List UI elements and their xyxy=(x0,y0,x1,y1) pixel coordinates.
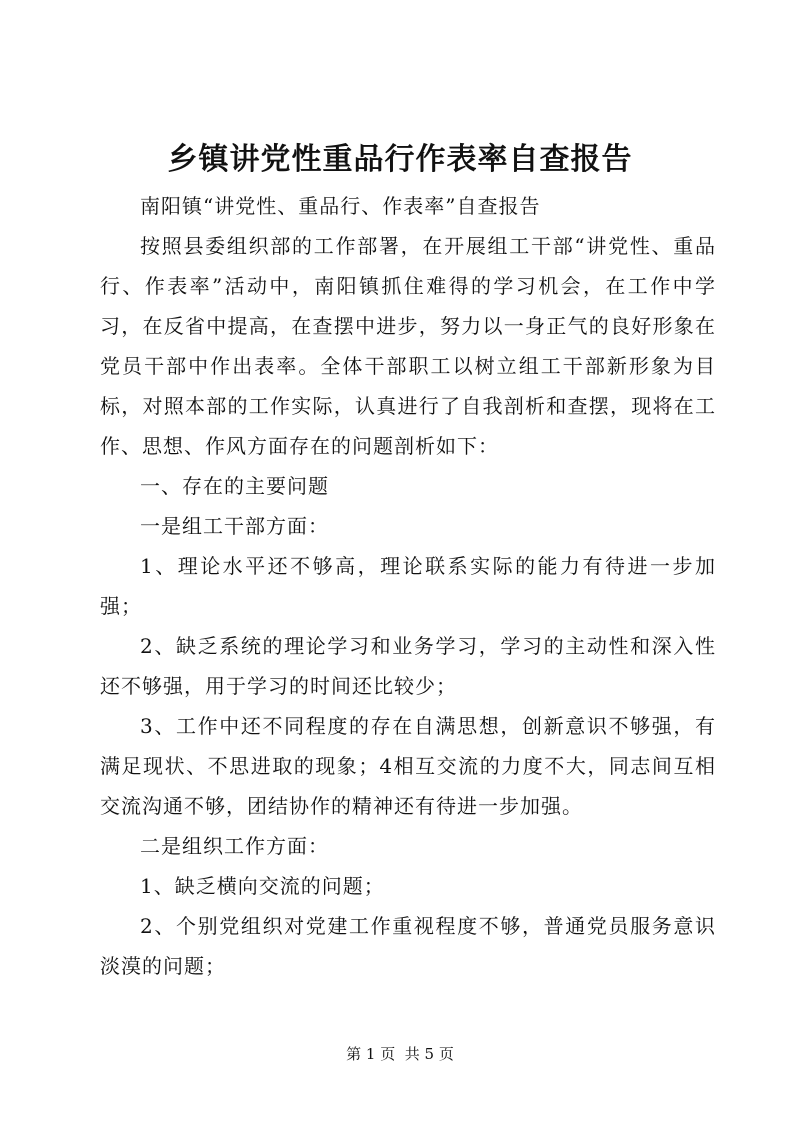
page-footer xyxy=(0,1044,800,1064)
page-number-label: 第 1 页 共 5 页 xyxy=(346,1045,454,1063)
list-item: 2、缺乏系统的理论学习和业务学习，学习的主动性和深入性还不够强，用于学习的时间还比较少； xyxy=(100,634,716,698)
subsection-heading: 二是组织工作方面： xyxy=(140,834,329,858)
list-item: 2、个别党组织对党建工作重视程度不够，普通党员服务意识淡漠的问题； xyxy=(100,914,716,978)
section-heading: 一、存在的主要问题 xyxy=(140,474,329,498)
document-title: 乡镇讲党性重品行作表率自查报告 xyxy=(167,142,633,177)
list-item: 1、理论水平还不够高，理论联系实际的能力有待进一步加强； xyxy=(100,554,716,618)
document-body xyxy=(100,186,716,986)
paragraph: 南阳镇“讲党性、重品行、作表率”自查报告 xyxy=(140,194,541,218)
list-item: 3、工作中还不同程度的存在自满思想，创新意识不够强，有满足现状、不思进取的现象；4相互交流的力度不大，同志间互相交流沟通不够，团结协作的精神还有待进一步加强。 xyxy=(100,714,716,818)
paragraph: 按照县委组织部的工作部署，在开展组工干部“讲党性、重品行、作表率”活动中，南阳镇抓住难得的学习机会，在工作中学习，在反省中提高，在查摆中进步，努力以一身正气的良好形象在党员干部中作出表率。全体干部职工以树立组工干部新形象为目标，对照本部的工作实际，认真进行了自我剖析和查摆，现将在工作、思想、作风方面存在的问题剖析如下： xyxy=(100,234,716,458)
subsection-heading: 一是组工干部方面： xyxy=(140,514,329,538)
list-item: 1、缺乏横向交流的问题； xyxy=(140,874,385,898)
